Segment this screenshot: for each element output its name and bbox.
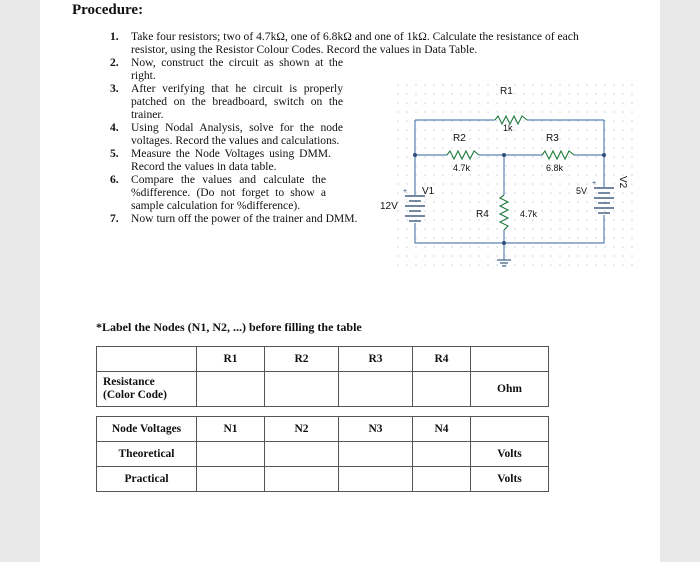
junction-dot (413, 153, 417, 157)
v1-plus-sign: + (403, 188, 408, 195)
step-number: 5. (110, 147, 119, 160)
step-number: 3. (110, 82, 119, 95)
r2-label: R2 (453, 133, 466, 144)
v1-label: V1 (422, 186, 435, 197)
data-cell[interactable] (265, 442, 339, 467)
data-cell[interactable] (197, 372, 265, 407)
step-number: 2. (110, 56, 119, 69)
r1-value: 1k (503, 123, 513, 133)
step-text: Compare the values and calculate the %difference. (Do not forget to show a sample calculation for %difference). (131, 173, 326, 212)
circuit-diagram (370, 75, 640, 275)
header-cell: R4 (413, 347, 471, 372)
r3-label: R3 (546, 133, 559, 144)
table-row (97, 372, 549, 407)
data-cell[interactable] (413, 467, 471, 492)
junction-dot (502, 153, 506, 157)
junction-dot (502, 241, 506, 245)
step-text: Now turn off the power of the trainer and DMM. (131, 212, 358, 225)
table-header-row (97, 417, 549, 442)
data-cell[interactable] (197, 467, 265, 492)
data-cell[interactable] (413, 372, 471, 407)
r3-value: 6.8k (546, 163, 564, 173)
node-voltage-table (96, 416, 549, 492)
data-cell[interactable] (197, 442, 265, 467)
step-number: 1. (110, 30, 119, 43)
step-1 (110, 30, 601, 56)
table-row (97, 467, 549, 492)
header-cell: R1 (197, 347, 265, 372)
data-cell[interactable] (413, 442, 471, 467)
header-cell: N1 (197, 417, 265, 442)
row-label-cell (97, 372, 197, 407)
table-row (97, 442, 549, 467)
step-number: 7. (110, 212, 119, 225)
step-text: Now, construct the circuit as shown at the right. (131, 56, 343, 82)
unit-cell: Volts (471, 467, 549, 492)
r4-label: R4 (476, 209, 489, 220)
step-text: Take four resistors; two of 4.7kΩ, one of 6.8kΩ and one of 1kΩ. Calculate the resistance of each resistor, using the Resistor Colour Codes. Record the values in Data Table. (131, 30, 579, 56)
v1-value: 12V (380, 201, 398, 212)
data-cell[interactable] (339, 372, 413, 407)
r2-value: 4.7k (453, 163, 471, 173)
step-number: 6. (110, 173, 119, 186)
header-cell: R2 (265, 347, 339, 372)
v2-value: 5V (576, 186, 588, 196)
header-cell (471, 347, 549, 372)
header-cell: N2 (265, 417, 339, 442)
v2-label: V2 (617, 176, 628, 189)
header-cell: Node Voltages (97, 417, 197, 442)
r4-value: 4.7k (520, 209, 538, 219)
data-cell[interactable] (339, 467, 413, 492)
r1-label: R1 (500, 86, 513, 97)
step-number: 4. (110, 121, 119, 134)
breadboard-grid (390, 80, 635, 270)
table-header-row (97, 347, 549, 372)
data-cell[interactable] (265, 372, 339, 407)
data-cell[interactable] (339, 442, 413, 467)
step-text: Using Nodal Analysis, solve for the node voltages. Record the values and calculations. (131, 121, 343, 147)
row-label: Practical (97, 467, 197, 492)
unit-cell: Volts (471, 442, 549, 467)
v2-plus-sign: + (592, 180, 597, 187)
step-text: After verifying that he circuit is properly patched on the breadboard, switch on the trainer. (131, 82, 343, 121)
row-label: Theoretical (97, 442, 197, 467)
procedure-heading: Procedure: (72, 2, 144, 18)
header-cell: R3 (339, 347, 413, 372)
header-cell: N3 (339, 417, 413, 442)
header-cell (471, 417, 549, 442)
resistance-table (96, 346, 549, 407)
unit-cell: Ohm (471, 372, 549, 407)
data-cell[interactable] (265, 467, 339, 492)
row-label: (Color Code) (103, 389, 167, 401)
header-cell: N4 (413, 417, 471, 442)
junction-dot (602, 153, 606, 157)
header-cell (97, 347, 197, 372)
node-label-note: *Label the Nodes (N1, N2, ...) before filling the table (96, 320, 362, 334)
step-text: Measure the Node Voltages using DMM. Record the values in data table. (131, 147, 331, 173)
row-label: Resistance (103, 376, 155, 388)
